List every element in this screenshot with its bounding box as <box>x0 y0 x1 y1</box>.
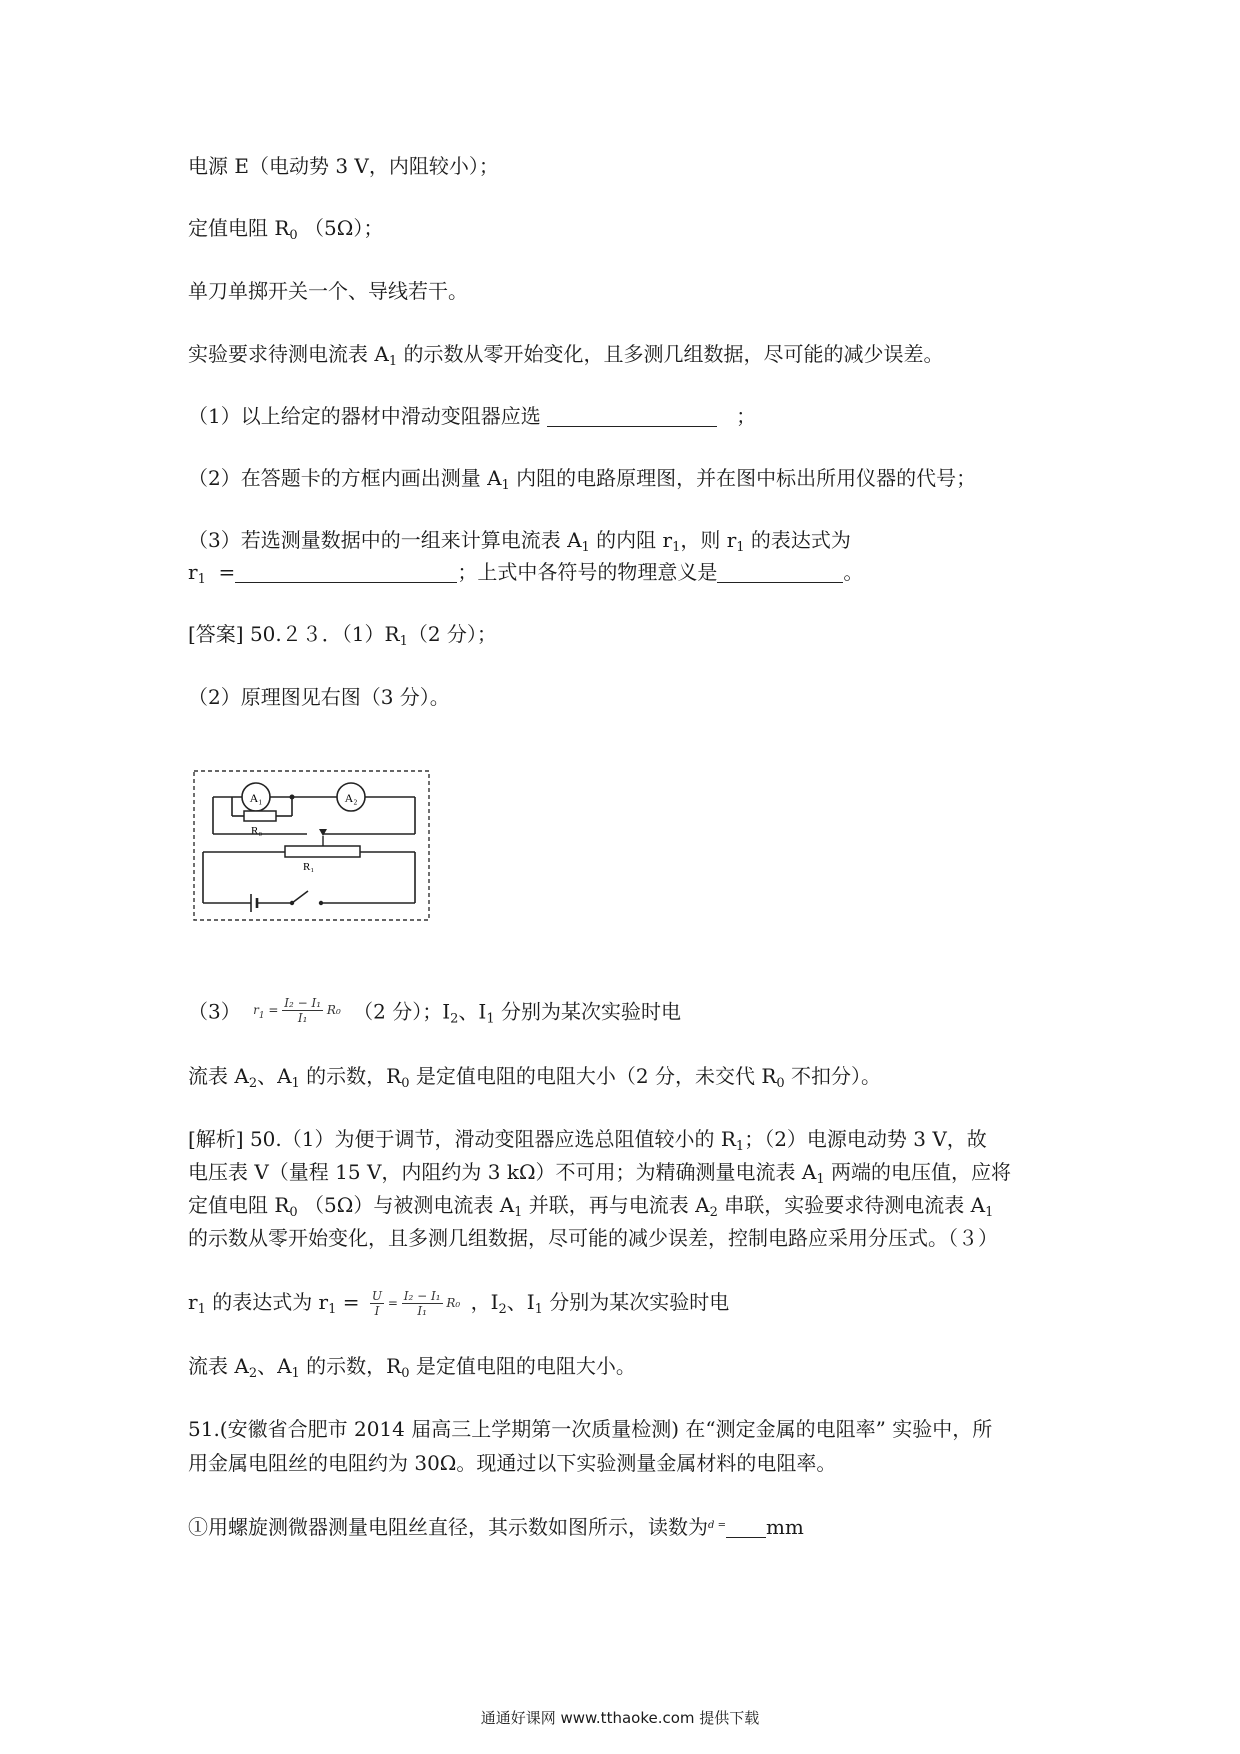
formula-r1-derived: $\frac{U}{I}$ = $\frac{\text{I₂ − I₁}}{\text{I₁}}$ R₀ <box>371 1289 461 1318</box>
text-line: 电源 E（电动势 3 V，内阻较小）； <box>188 154 499 178</box>
answer-4: 流表 $A_2$、$A_1$ 的示数，$R_0$ 是定值电阻的电阻大小（2 分，未交代 $R_0$ 不扣分）。 <box>188 1064 882 1091</box>
resistor-r0-label: R₀ <box>251 825 263 837</box>
analysis-line: $r_1$ 的表达式为 $r_1$ = $\frac{U}{I}$ = $\frac{\text{I₂ − I₁}}{\text{I₁}}$ R₀ ，$I_2$、$I_1$ 分别为某次实验时电 <box>188 1289 730 1318</box>
answer-1: [答案] 50.２３．$(1)R_1(2$ 分）； <box>188 622 497 649</box>
answer-blank[interactable] <box>726 1517 766 1538</box>
circuit-diagram <box>193 770 431 922</box>
footer: 通通好课网 www.tthaoke.com 提供下载 <box>480 1709 760 1727</box>
resistor-r0 <box>244 811 276 821</box>
problem-51: 51.(安徽省合肥市 2014 届高三上学期第一次质量检测) 在“测定金属的电阻率” 实验中，所 <box>188 1417 993 1441</box>
question-1: （1）以上给定的器材中滑动变阻器应选 ； <box>188 404 757 428</box>
ammeter-a1-label: A₁ <box>249 791 263 805</box>
analysis-line: 的示数从零开始变化，且多测几组数据，尽可能的减少误差，控制电路应采用分压式。（３） <box>188 1226 998 1250</box>
answer-blank[interactable] <box>547 406 717 427</box>
answer-blank[interactable] <box>717 562 843 583</box>
switch-blade <box>292 891 308 903</box>
text-line: 实验要求待测电流表 $A_1$ 的示数从零开始变化，且多测几组数据，尽可能的减少误差。 <box>188 342 944 369</box>
rheostat-r1-label: R₁ <box>303 861 315 873</box>
problem-51: 用金属电阻丝的电阻约为 30Ω。现通过以下实验测量金属材料的电阻率。 <box>188 1451 837 1475</box>
analysis-line: 流表 $A_2$、$A_1$ 的示数，$R_0$ 是定值电阻的电阻大小。 <box>188 1354 636 1381</box>
answer-blank[interactable] <box>235 562 457 583</box>
analysis-line: [解析] 50.（1）为便于调节，滑动变阻器应选总阻值较小的 $R_1$；（2）电源电动势 3 V，故 <box>188 1127 987 1154</box>
answer-2: （2）原理图见右图（3 分）。 <box>188 685 450 709</box>
text-line: 定值电阻 $R_0$ （5Ω）； <box>188 216 384 243</box>
switch-contact <box>319 901 323 905</box>
text-line: 单刀单掷开关一个、导线若干。 <box>188 279 468 303</box>
answer-3: （3） $r_1$ = $\frac{\text{I₂ − I₁}}{\text{I₁}}$ R₀ （2 分）；$I_2$、$I_1$ 分别为某次实验时电 <box>188 996 681 1034</box>
rheostat-r1 <box>285 846 360 857</box>
analysis-line: 电压表 V（量程 15 V，内阻约为 3 kΩ）不可用；为精确测量电流表 $A_1$ 两端的电压值，应将 <box>188 1160 1011 1187</box>
question-2: （2）在答题卡的方框内画出测量 $A_1$ 内阻的电路原理图，并在图中标出所用仪器的代号； <box>188 466 977 493</box>
question-3-answer: $r_1$ = ；上式中各符号的物理意义是 。 <box>188 560 864 587</box>
problem-51-question: ①用螺旋测微器测量电阻丝直径，其示数如图所示，读数为$^{d =}$ mm <box>188 1515 804 1539</box>
ammeter-a2-label: A₂ <box>344 791 358 805</box>
analysis-line: 定值电阻 $R_0$ （5Ω）与被测电流表 $A_1$ 并联，再与电流表 $A_2$ 串联，实验要求待测电流表 $A_1$ <box>188 1193 994 1220</box>
formula-r1: $r_1$ = $\frac{\text{I₂ − I₁}}{\text{I₁}}$ R₀ <box>253 996 341 1025</box>
question-3: （3）若选测量数据中的一组来计算电流表 $A_1$ 的内阻 $r_1$，则 $r_1$ 的表达式为 <box>188 528 851 555</box>
